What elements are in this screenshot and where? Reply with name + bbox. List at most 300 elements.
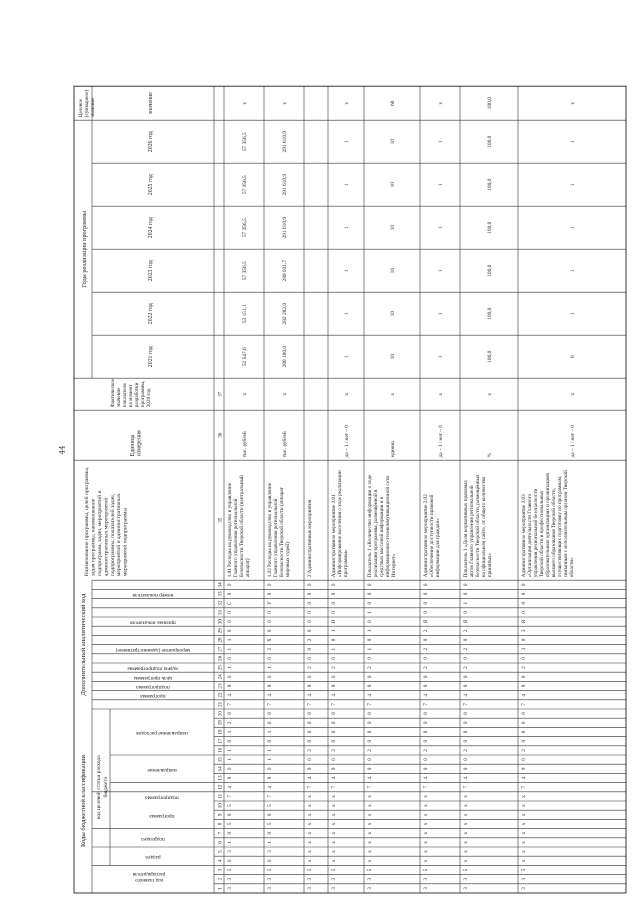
code-cell: 3	[423, 877, 429, 881]
code-cell: 2	[367, 666, 373, 669]
code-cell: 0	[367, 675, 373, 679]
code-cell: 7	[267, 703, 273, 706]
column-number: 36	[217, 432, 224, 438]
code-cell: 2	[367, 749, 373, 752]
row-target: х	[282, 101, 288, 105]
code-cell: 0	[367, 638, 373, 642]
code-cell: 2	[463, 629, 469, 633]
row-unit: %	[487, 452, 493, 458]
row-name: 1.01 Расходы на руководство и управлениеГлавного управления региональнойбезопасности Тверской области (центральныйаппарат)	[227, 475, 251, 578]
row-year-value: 1	[344, 269, 350, 273]
code-cell: 0	[227, 675, 233, 679]
column-number: 23	[217, 683, 224, 689]
code-cell: х	[307, 850, 313, 853]
code-cell: 2	[331, 666, 337, 669]
code-cell: 0	[463, 739, 469, 743]
code-cell: 7	[307, 785, 313, 789]
code-cell: 9	[423, 767, 429, 771]
column-number: 5	[217, 850, 224, 853]
column-number: 11	[217, 793, 224, 799]
column-number: 26	[217, 655, 224, 661]
row-target: х	[242, 101, 248, 105]
code-cell: х	[331, 831, 337, 835]
row-year-value: 1	[438, 355, 444, 359]
code-cell: 3	[307, 887, 313, 890]
code-cell: 0	[307, 647, 313, 651]
row-year-value: 10	[390, 268, 396, 274]
row-year-value: 1	[570, 312, 576, 316]
code-cell: 0	[521, 601, 527, 605]
code-cell: 0	[423, 758, 429, 761]
row-year-value: 1	[344, 226, 350, 230]
row-year-value: 1	[344, 183, 350, 187]
code-cell: 1	[227, 638, 233, 642]
program-table-sheet	[68, 30, 576, 899]
column-number: 35	[217, 517, 224, 523]
code-cell: 4	[227, 785, 233, 789]
code-cell: х	[367, 813, 373, 817]
code-cell: 0	[521, 675, 527, 679]
column-number: 10	[217, 803, 224, 809]
code-cell: 6	[267, 721, 273, 725]
code-cell: 2	[423, 749, 429, 752]
code-cell: 3	[521, 647, 527, 651]
code-cell: 9	[463, 767, 469, 771]
code-cell: 0	[307, 675, 313, 679]
code-cell: 0	[521, 758, 527, 761]
code-cell: 0	[521, 739, 527, 743]
row-fact: х	[570, 392, 576, 396]
row-year-value: 57 356,5	[242, 261, 248, 281]
column-number: 37	[217, 391, 224, 397]
row-year-value: 10	[390, 182, 396, 188]
column-number: 22	[217, 692, 224, 698]
code-cell: 0	[307, 611, 313, 614]
code-cell: 0	[521, 657, 527, 660]
csr-expense-header: направление расходов	[136, 730, 188, 736]
code-cell: 4	[521, 776, 527, 780]
an-subprogram-header: подпрограмма	[136, 684, 170, 690]
page-number: 44	[58, 445, 67, 455]
code-cell: х	[423, 804, 429, 807]
code-cell: 0	[463, 758, 469, 761]
column-number: 18	[217, 729, 224, 735]
code-cell: 1	[267, 749, 273, 752]
code-cell: х	[521, 831, 527, 835]
code-cell: х	[423, 841, 429, 844]
code-cell: 0	[463, 657, 469, 660]
code-cell: 0	[521, 721, 527, 725]
code-cell: 7	[367, 703, 373, 706]
row-name: Административное мероприятие 2.03«Организация деятельности Главногоуправления региональной безопасностиТверской области в профессиональныхобразовательных организациях и организацияхвысшего образования Тверской области,осуществляющих подготовку по программам,связанным с исполнительным органом Тверскойобласти»	[521, 470, 575, 578]
code-cell: 4	[463, 776, 469, 780]
code-cell: 9	[463, 684, 469, 688]
code-cell: х	[331, 822, 337, 826]
code-cell: х	[521, 822, 527, 826]
code-cell: х	[307, 795, 313, 798]
column-number: 19	[217, 720, 224, 726]
row-year-value: 10	[390, 354, 396, 360]
code-cell: 7	[463, 785, 469, 789]
code-cell: х	[367, 831, 373, 835]
column-number: 34	[217, 582, 224, 588]
code-cell: 0	[267, 859, 273, 863]
row-fact: х	[390, 392, 396, 396]
code-cell: 0	[463, 730, 469, 734]
code-cell: х	[331, 795, 337, 798]
code-cell: 4	[367, 776, 373, 780]
code-cell: 3	[521, 877, 527, 881]
code-cell: 1	[227, 666, 233, 669]
csr-header-2: бюджета	[103, 776, 109, 798]
code-cell: 9	[307, 767, 313, 771]
code-cell: 2	[423, 647, 429, 651]
code-cell: 3	[521, 887, 527, 890]
code-cell: 0	[423, 675, 429, 679]
code-cell: 0	[331, 758, 337, 761]
code-cell: 0	[423, 601, 429, 605]
code-cell: х	[367, 822, 373, 826]
code-cell: 3	[307, 877, 313, 881]
column-number: 16	[217, 747, 224, 753]
code-cell: 0	[227, 859, 233, 863]
code-cell: 9	[267, 684, 273, 688]
column-number: 14	[217, 766, 224, 772]
code-cell: х	[331, 804, 337, 807]
row-target: 60	[390, 100, 396, 106]
code-cell: 4	[463, 693, 469, 697]
row-year-value: 291 610,9	[282, 216, 288, 239]
row-year-value: 1	[438, 269, 444, 273]
code-cell: 2	[521, 666, 527, 669]
target-value-header: значение	[148, 92, 154, 115]
code-cell: 0	[307, 583, 313, 587]
code-cell: х	[463, 850, 469, 853]
code-cell: 5	[423, 868, 429, 872]
code-cell: 4	[521, 693, 527, 697]
row-year-value: 1	[570, 269, 576, 273]
code-cell: 5	[307, 868, 313, 872]
code-cell: 2	[463, 666, 469, 669]
code-cell: 0	[463, 611, 469, 614]
code-cell: 0	[307, 657, 313, 660]
code-cell: 0	[463, 592, 469, 596]
an-program-header: программа	[140, 693, 166, 700]
row-year-value: 289 931,7	[282, 259, 288, 282]
name-header: Наименование программы, целей программы,задач программы, наименованиеподпрограмм, задач, мероприятий иадминистративных мероприятийподпрограммы, показателей задач,мероприятий и административныхмероприятий подпрограммы	[84, 466, 129, 577]
code-cell: 1	[267, 758, 273, 761]
code-cell: 1	[331, 629, 337, 633]
row-year-value: 57 356,5	[242, 175, 248, 195]
code-cell: 0	[227, 583, 233, 587]
code-cell: 4	[227, 693, 233, 697]
row-fact: х	[487, 392, 493, 396]
row-year-value: 0	[570, 355, 576, 359]
code-cell: 0	[423, 611, 429, 614]
row-name: Административное мероприятие 2.01«Информирование населения о ходе реализациипрограммы»	[331, 470, 349, 578]
code-cell: 0	[307, 620, 313, 623]
code-cell: х	[367, 804, 373, 807]
code-cell: 2	[521, 749, 527, 752]
code-cell: 4	[423, 693, 429, 697]
code-cell: 0	[307, 592, 313, 596]
row-year-value: 57 356,5	[242, 132, 248, 152]
code-cell: х	[463, 831, 469, 835]
code-cell: 1	[463, 601, 469, 605]
code-cell: 4	[267, 785, 273, 789]
row-year-value: 10	[390, 311, 396, 317]
row-target: х	[438, 101, 444, 105]
code-cell: 1	[267, 841, 273, 844]
code-cell: Я	[521, 619, 527, 624]
row-year-value: 10	[390, 225, 396, 231]
code-cell: х	[463, 813, 469, 817]
row-year-value: 100,0	[487, 350, 493, 363]
row-target: х	[344, 101, 350, 105]
code-cell: 0	[463, 583, 469, 587]
target-header: Целевое(суммарное)значение	[78, 89, 96, 118]
column-number: 28	[217, 637, 224, 643]
code-cell: 9	[367, 767, 373, 771]
an-target-header: цель программы	[133, 674, 173, 681]
code-cell: х	[423, 795, 429, 798]
codes-group-header: Коды бюджетной классификации	[80, 754, 87, 848]
column-number: 13	[217, 775, 224, 781]
csr-program-header: программа	[149, 812, 175, 819]
code-cell: 5	[227, 804, 233, 807]
code-cell: 5	[331, 868, 337, 872]
code-cell: 5	[521, 868, 527, 872]
year-header: 2025 год	[148, 174, 154, 196]
code-cell: 0	[227, 813, 233, 817]
code-cell: 0	[227, 657, 233, 660]
column-number: 27	[217, 646, 224, 652]
code-cell: 0	[267, 583, 273, 587]
code-cell: Х	[267, 638, 273, 642]
code-cell: 3	[423, 887, 429, 890]
section-header: раздел	[145, 854, 161, 861]
row-year-value: 1	[344, 355, 350, 359]
row-year-value: 1	[344, 312, 350, 316]
code-cell: 1	[267, 730, 273, 734]
code-cell: х	[367, 795, 373, 798]
code-cell: Я	[331, 619, 337, 624]
code-cell: 0	[331, 721, 337, 725]
row-name: Показатель 1 «Количество информации о ходереализации программы, размещённой всредствах массовой информации и винформационно-телекоммуникационной сетиИнтернет»	[367, 474, 397, 578]
an-task-header: задача подпрограммы	[127, 665, 179, 672]
code-cell: 0	[307, 730, 313, 734]
code-cell: 1	[227, 841, 233, 844]
row-year-value: 282 282,0	[282, 302, 288, 325]
year-header: 2021 год	[148, 346, 154, 368]
column-number: 1	[217, 887, 224, 890]
code-cell: Я	[423, 619, 429, 624]
code-cell: 0	[423, 657, 429, 660]
column-number: 31	[217, 609, 224, 615]
csr-header-1: код целевой статьи расхода	[96, 755, 102, 820]
code-cell: 1	[331, 647, 337, 651]
code-cell: 7	[267, 795, 273, 798]
code-cell: 0	[227, 592, 233, 596]
row-year-value: 57 356,5	[242, 218, 248, 238]
code-cell: 0	[521, 712, 527, 715]
code-cell: 9	[423, 684, 429, 688]
code-cell: 0	[307, 601, 313, 605]
code-cell: 9	[331, 684, 337, 688]
code-cell: 3	[227, 887, 233, 890]
code-cell: 0	[267, 831, 273, 835]
dept-code-header-2: распорядителя	[132, 871, 166, 878]
column-number: 8	[217, 822, 224, 826]
row-year-value: 100,0	[487, 221, 493, 234]
code-cell: 2	[267, 647, 273, 651]
row-year-value: 291 610,9	[282, 173, 288, 196]
code-cell: 3	[227, 877, 233, 881]
column-number: 33	[217, 591, 224, 597]
code-cell: 0	[423, 583, 429, 587]
code-cell: 9	[267, 776, 273, 780]
code-cell: 0	[227, 739, 233, 743]
code-cell: С	[227, 601, 233, 605]
code-cell: х	[463, 795, 469, 798]
code-cell: 0	[463, 675, 469, 679]
code-cell: 0	[423, 730, 429, 734]
code-cell: 7	[227, 703, 233, 706]
code-cell: 2	[307, 638, 313, 642]
code-cell: 0	[331, 739, 337, 743]
row-year-value: 1	[438, 183, 444, 187]
code-cell: 0	[307, 739, 313, 743]
code-cell: х	[307, 813, 313, 817]
code-cell: 9	[521, 684, 527, 688]
code-cell: 0	[227, 629, 233, 633]
code-cell: 3	[267, 887, 273, 890]
column-number: 12	[217, 784, 224, 790]
year-header: 2023 год	[148, 260, 154, 282]
code-cell: 3	[331, 887, 337, 890]
column-number: 30	[217, 619, 224, 625]
code-cell: 3	[331, 877, 337, 881]
code-cell: 2	[463, 749, 469, 752]
column-number: 15	[217, 757, 224, 763]
code-cell: 1	[367, 647, 373, 651]
row-unit: единиц	[390, 441, 396, 458]
code-cell: 3	[267, 877, 273, 881]
code-cell: х	[423, 831, 429, 835]
code-cell: 7	[307, 703, 313, 706]
code-cell: 1	[227, 749, 233, 752]
column-number: 20	[217, 711, 224, 717]
code-cell: 9	[227, 776, 233, 780]
unit-header: Единицаизмерения	[130, 430, 143, 457]
code-cell: х	[331, 841, 337, 844]
code-cell: 7	[367, 785, 373, 789]
code-cell: 4	[367, 693, 373, 697]
row-year-value: 1	[438, 312, 444, 316]
code-cell: 0	[367, 721, 373, 725]
code-cell: 4	[307, 693, 313, 697]
code-cell: 0	[267, 767, 273, 771]
code-cell: 4	[267, 693, 273, 697]
row-year-value: 52 547,6	[242, 347, 248, 367]
additional-code-header: Дополнительный аналитический код	[80, 593, 87, 696]
row-year-value: 53 151,1	[242, 304, 248, 324]
code-cell: 3	[367, 877, 373, 881]
row-target: х	[570, 101, 576, 105]
row-name: Показатель 1 «Доля нормативных правовыхактов Главного управления региональнойбезопасности Тверской области, размещённыхна официальном сайте, от общего количествапринятых»	[463, 474, 493, 578]
code-cell: 7	[331, 785, 337, 789]
year-header: 2022 год	[148, 303, 154, 325]
code-cell: х	[423, 850, 429, 853]
code-cell: 0	[331, 592, 337, 596]
row-fact: х	[438, 392, 444, 396]
code-cell: 4	[331, 693, 337, 697]
code-cell: х	[307, 831, 313, 835]
row-fact: х	[282, 392, 288, 396]
code-cell: 2	[307, 749, 313, 752]
code-cell: 4	[331, 776, 337, 780]
code-cell: 5	[267, 804, 273, 807]
code-cell: х	[423, 859, 429, 863]
code-cell: х	[463, 859, 469, 863]
code-cell: 0	[331, 583, 337, 587]
code-cell: Я	[463, 619, 469, 624]
code-cell: 2	[331, 749, 337, 752]
code-cell: х	[521, 804, 527, 807]
code-cell: 0	[227, 831, 233, 835]
code-cell: 0	[423, 592, 429, 596]
column-number: 6	[217, 841, 224, 844]
code-cell: 0	[227, 620, 233, 623]
code-cell: 4	[423, 776, 429, 780]
year-header: 2026 год	[148, 131, 154, 153]
row-year-value: 1	[570, 183, 576, 187]
row-unit: тыс. рублей	[282, 431, 288, 458]
code-cell: 0	[331, 730, 337, 734]
an-indicator-header: номер показателя	[132, 592, 174, 598]
code-cell: 0	[367, 583, 373, 587]
code-cell: 0	[267, 657, 273, 660]
code-cell: х	[367, 859, 373, 863]
row-year-value: 1	[438, 140, 444, 144]
code-cell: 0	[423, 739, 429, 743]
code-cell: 0	[267, 712, 273, 715]
code-cell: 0	[367, 730, 373, 734]
column-number: 29	[217, 628, 224, 634]
code-cell: 3	[521, 629, 527, 633]
code-cell: х	[367, 841, 373, 844]
code-cell: 0	[267, 739, 273, 743]
code-cell: 0	[367, 657, 373, 660]
code-cell: 0	[307, 712, 313, 715]
row-year-value: 100,0	[487, 178, 493, 191]
code-cell: 3	[463, 887, 469, 890]
code-cell: 1	[227, 730, 233, 734]
code-cell: 0	[227, 611, 233, 614]
code-cell: 9	[307, 684, 313, 688]
row-unit: да – 1 / нет – 0	[438, 425, 444, 458]
row-fact: х	[344, 392, 350, 396]
code-cell: х	[307, 804, 313, 807]
code-cell: 4	[307, 776, 313, 780]
csr-direction-header: направление	[147, 766, 177, 773]
code-cell: 0	[463, 638, 469, 642]
row-year-value: 1	[570, 140, 576, 144]
code-cell: х	[307, 859, 313, 863]
row-year-value: 1	[438, 226, 444, 230]
code-cell: 0	[267, 675, 273, 679]
code-cell: 5	[267, 822, 273, 826]
